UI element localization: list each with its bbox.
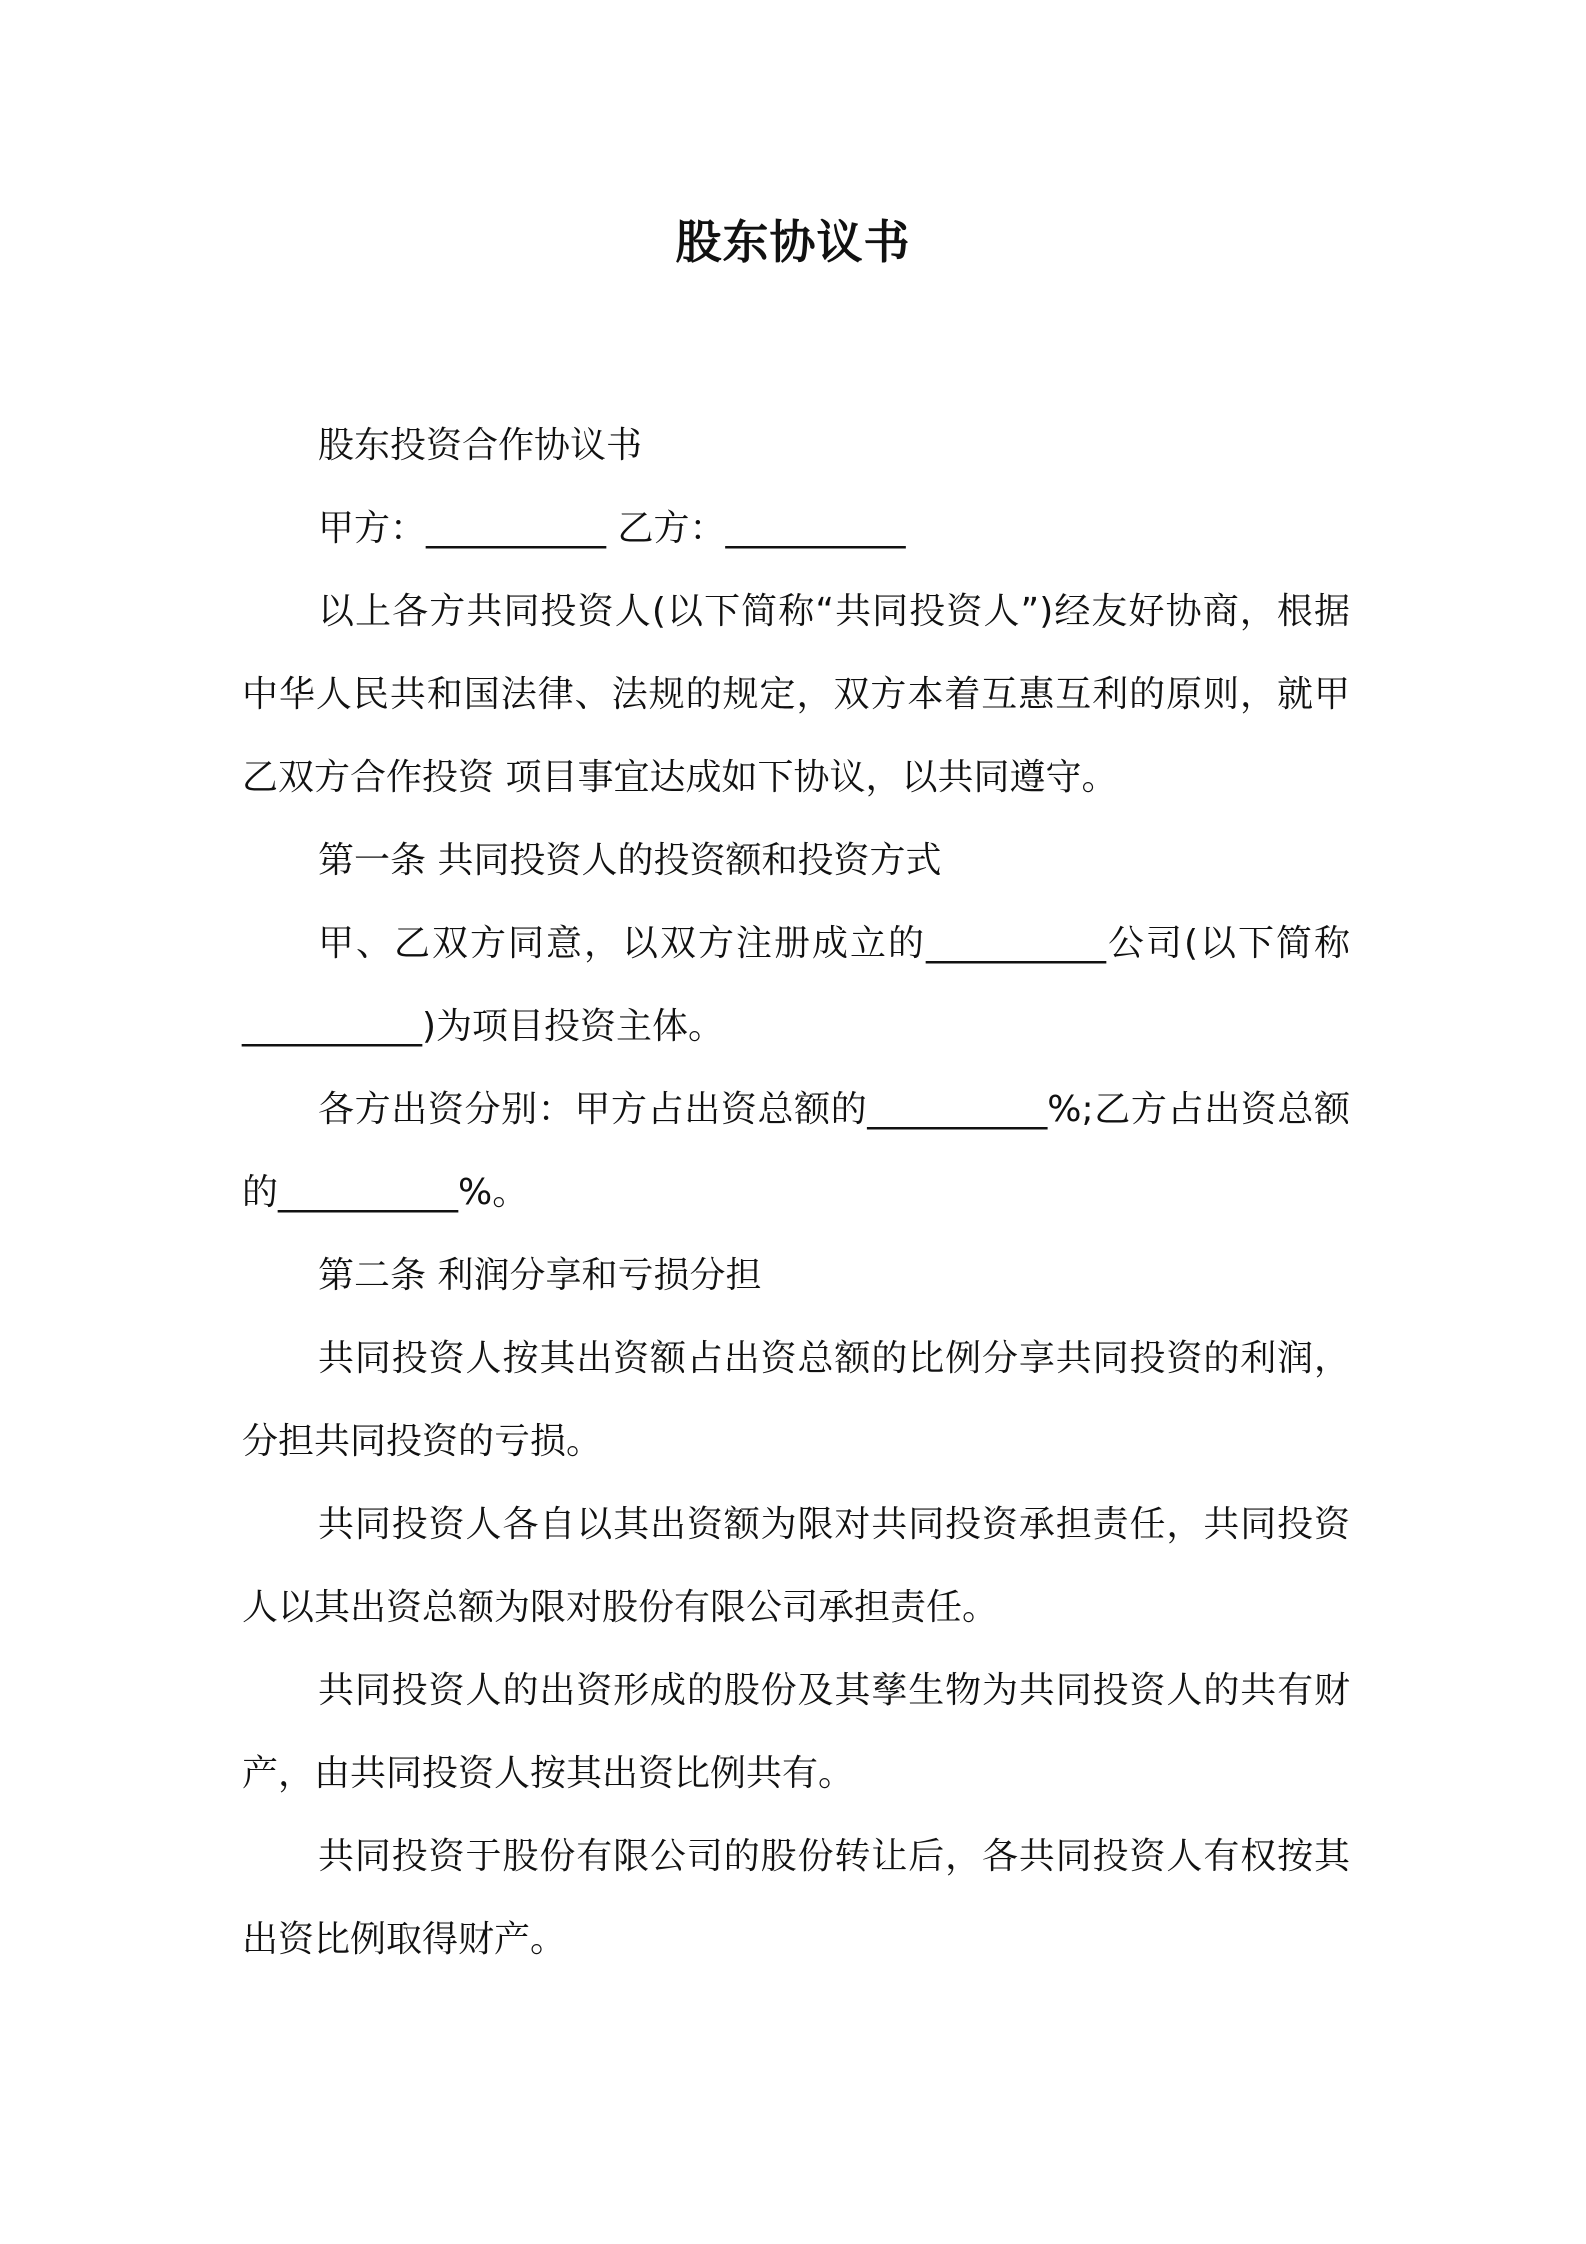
article-2-heading: 第二条 利润分享和亏损分担 bbox=[318, 1255, 762, 1296]
article-2-paragraph-3: 共同投资人的出资形成的股份及其孳生物为共同投资人的共有财产，由共同投资人按其出资比例共有。 bbox=[242, 1670, 1350, 1794]
subtitle-paragraph: 股东投资合作协议书 bbox=[318, 425, 643, 466]
article-1-paragraph-1: 甲、乙双方同意，以双方注册成立的__________公司(以下简称__________)为项目投资主体。 bbox=[242, 923, 1350, 1047]
article-1-paragraph-2: 各方出资分别：甲方占出资总额的__________%;乙方占出资总额的__________%。 bbox=[242, 1089, 1350, 1213]
article-2-paragraph-1: 共同投资人按其出资额占出资总额的比例分享共同投资的利润，分担共同投资的亏损。 bbox=[242, 1338, 1350, 1462]
parties-line: 甲方：__________ 乙方：__________ bbox=[318, 508, 906, 549]
document-body bbox=[242, 404, 1350, 1981]
preamble-paragraph: 以上各方共同投资人(以下简称“共同投资人”)经友好协商，根据中华人民共和国法律、法规的规定，双方本着互惠互利的原则，就甲乙双方合作投资 项目事宜达成如下协议，以共同遵守。 bbox=[242, 591, 1350, 798]
article-2-paragraph-4: 共同投资于股份有限公司的股份转让后，各共同投资人有权按其出资比例取得财产。 bbox=[242, 1836, 1350, 1960]
article-1-heading: 第一条 共同投资人的投资额和投资方式 bbox=[318, 840, 942, 881]
article-2-paragraph-2: 共同投资人各自以其出资额为限对共同投资承担责任，共同投资人以其出资总额为限对股份有限公司承担责任。 bbox=[242, 1504, 1350, 1628]
document-title: 股东协议书 bbox=[675, 215, 911, 269]
